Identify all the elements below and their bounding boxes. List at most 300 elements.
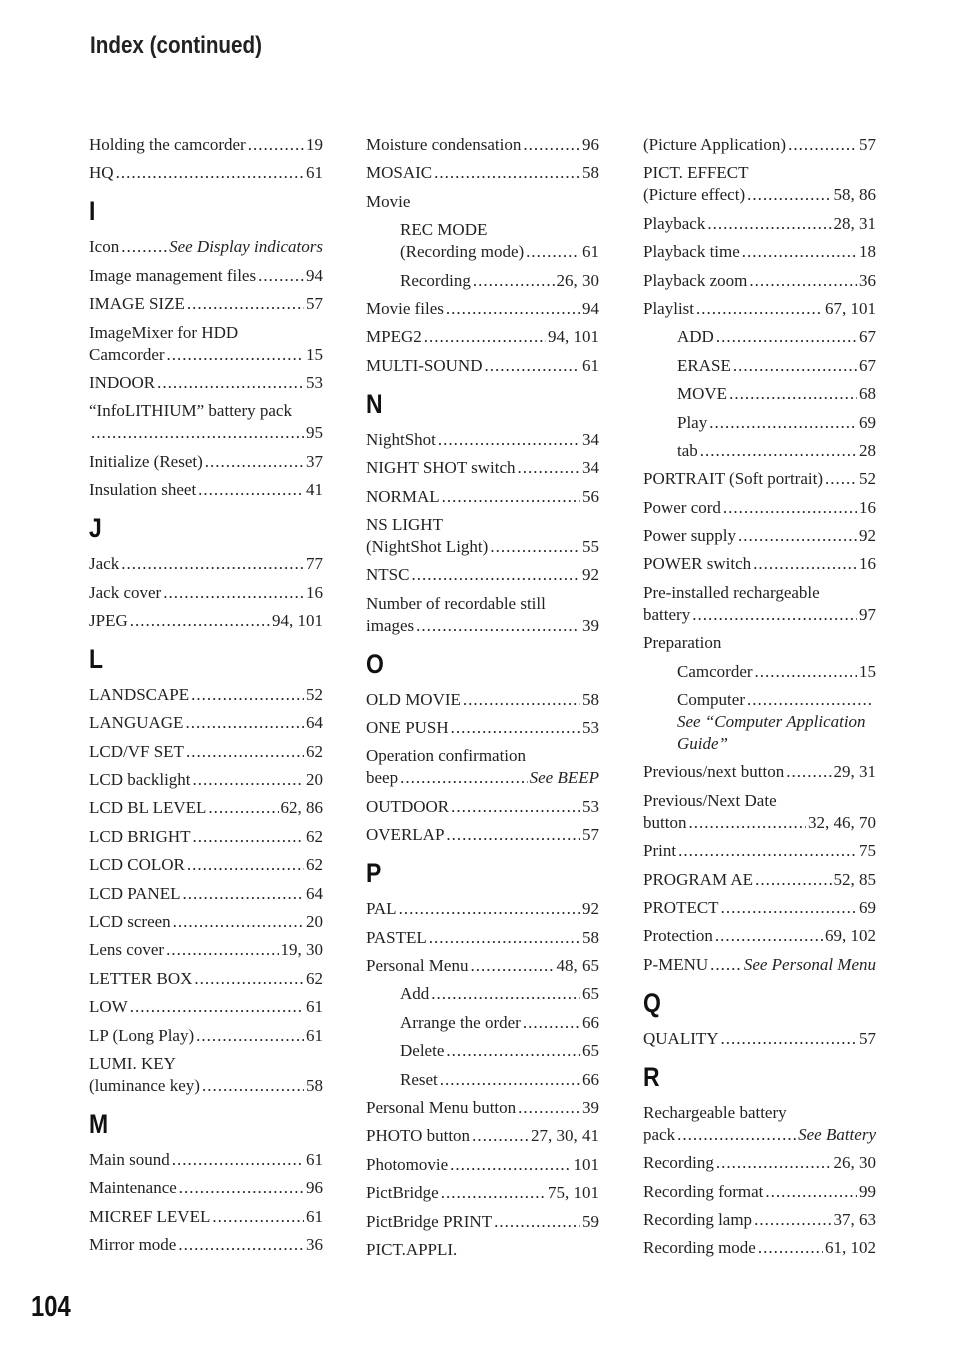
dot-leader	[518, 457, 580, 479]
index-entry	[89, 741, 323, 763]
entry-heading: PICT.APPLI.	[366, 1239, 458, 1259]
index-subentry	[366, 1040, 599, 1062]
dot-leader	[446, 824, 580, 846]
section-letter: N	[366, 388, 383, 419]
entry-line	[400, 1069, 599, 1091]
entry-text: Power cord	[643, 497, 721, 517]
page-reference: 69	[859, 897, 876, 917]
see-reference-line: See “Computer Application	[677, 712, 866, 732]
index-entry	[89, 826, 323, 848]
entry-text: Initialize (Reset)	[89, 451, 203, 471]
page-reference: 61	[306, 1149, 323, 1169]
index-entry	[643, 270, 876, 292]
entry-text: Protection	[643, 926, 713, 946]
entry-line	[366, 298, 599, 320]
index-entry	[89, 322, 323, 366]
entry-text: LCD backlight	[89, 770, 191, 790]
index-entry	[366, 1211, 599, 1233]
entry-line	[366, 564, 599, 586]
index-entry	[643, 840, 876, 862]
index-entry	[643, 954, 876, 976]
page-reference: 16	[306, 582, 323, 602]
entry-line	[366, 1154, 599, 1176]
entry-text: OLD MOVIE	[366, 689, 461, 709]
page-reference: 58	[582, 163, 599, 183]
dot-leader	[754, 1209, 831, 1231]
entry-line	[677, 661, 876, 683]
entry-line	[366, 1211, 599, 1233]
entry-line	[643, 897, 876, 919]
dot-leader	[749, 270, 857, 292]
dot-leader	[716, 1152, 832, 1174]
entry-text: MPEG2	[366, 327, 422, 347]
entry-text: LCD screen	[89, 912, 171, 932]
entry-line	[677, 383, 876, 405]
dot-leader	[429, 927, 580, 949]
entry-text-line: “InfoLITHIUM” battery pack	[89, 401, 292, 421]
entry-line	[643, 1152, 876, 1174]
index-entry	[89, 854, 323, 876]
entry-text: NTSC	[366, 565, 410, 585]
index-entry	[89, 1149, 323, 1171]
index-entry	[89, 712, 323, 734]
index-entry	[366, 564, 599, 586]
index-entry	[366, 689, 599, 711]
page-reference: 19	[306, 135, 323, 154]
dot-leader	[185, 712, 304, 734]
entry-line	[89, 684, 323, 706]
page-reference: 57	[859, 1028, 876, 1048]
dot-leader	[747, 184, 831, 206]
entry-text: PORTRAIT (Soft portrait)	[643, 469, 823, 489]
page-reference: 48, 65	[556, 956, 599, 976]
index-entry	[366, 191, 599, 213]
dot-leader	[765, 1181, 857, 1203]
index-entry	[366, 824, 599, 846]
entry-line	[366, 486, 599, 508]
dot-leader	[116, 162, 304, 184]
entry-text: Recording format	[643, 1181, 764, 1201]
entry-line	[677, 326, 876, 348]
entry-line	[89, 372, 323, 394]
index-entry	[643, 497, 876, 519]
entry-line	[643, 525, 876, 547]
entry-text: PASTEL	[366, 927, 427, 947]
entry-line	[366, 689, 599, 711]
index-subentry	[643, 355, 876, 377]
dot-leader	[205, 451, 304, 473]
dot-leader	[198, 479, 304, 501]
entry-line	[400, 270, 599, 292]
page-reference: 61	[582, 355, 599, 375]
entry-text-line: Rechargeable battery	[643, 1102, 787, 1122]
page-reference: 58	[582, 927, 599, 947]
index-entry	[643, 1181, 876, 1203]
page-reference: 57	[306, 294, 323, 314]
index-entry	[89, 797, 323, 819]
index-entry	[89, 451, 323, 473]
index-entry	[366, 1239, 599, 1261]
entry-text: ADD	[677, 327, 714, 347]
entry-line	[89, 344, 323, 366]
entry-text: Delete	[400, 1041, 445, 1061]
dot-leader	[450, 1154, 571, 1176]
index-entry	[89, 1053, 323, 1097]
dot-leader	[187, 293, 304, 315]
dot-leader	[755, 661, 857, 683]
entry-text: NORMAL	[366, 486, 440, 506]
index-entry	[89, 610, 323, 632]
index-subentry	[643, 689, 876, 755]
dot-leader	[758, 1237, 823, 1259]
entry-text: (NightShot Light)	[366, 536, 489, 556]
entry-text: LANDSCAPE	[89, 684, 190, 704]
index-entry	[366, 134, 599, 156]
index-entry	[643, 1152, 876, 1174]
index-subentry	[366, 983, 599, 1005]
entry-text: LETTER BOX	[89, 968, 193, 988]
entry-text: LANGUAGE	[89, 713, 184, 733]
page-reference: 20	[306, 912, 323, 932]
dot-leader	[755, 869, 831, 891]
index-entry	[643, 525, 876, 547]
entry-line	[366, 796, 599, 818]
index-entry	[89, 1234, 323, 1256]
page-reference: 52	[859, 469, 876, 489]
page-reference: 16	[859, 554, 876, 574]
index-entry	[89, 134, 323, 156]
index-entry	[366, 898, 599, 920]
index-subentry	[366, 1012, 599, 1034]
dot-leader	[167, 344, 304, 366]
dot-leader	[416, 615, 580, 637]
entry-text: OVERLAP	[366, 825, 445, 845]
entry-line	[89, 422, 323, 444]
entry-line	[89, 162, 323, 184]
index-entry	[643, 790, 876, 834]
index-entry	[366, 796, 599, 818]
entry-line	[677, 412, 876, 434]
dot-leader	[424, 326, 546, 348]
dot-leader	[526, 241, 580, 263]
index-entry	[366, 429, 599, 451]
see-reference: See BEEP	[529, 768, 599, 788]
entry-text: LCD BL LEVEL	[89, 798, 207, 818]
entry-line	[89, 1177, 323, 1199]
page-reference: 64	[306, 713, 323, 733]
index-entry	[89, 684, 323, 706]
page-reference: 62	[306, 968, 323, 988]
entry-line	[677, 440, 876, 462]
dot-leader	[472, 1125, 529, 1147]
dot-leader	[753, 553, 857, 575]
dot-leader	[490, 536, 580, 558]
entry-line	[366, 1097, 599, 1119]
entry-line	[366, 767, 599, 789]
dot-leader	[193, 826, 304, 848]
dot-leader	[742, 241, 857, 263]
dot-leader	[434, 162, 580, 184]
dot-leader	[747, 689, 874, 711]
dot-leader	[485, 355, 581, 377]
page-reference: 57	[859, 135, 876, 154]
page-reference: 69, 102	[825, 926, 876, 946]
page-reference: 61	[306, 1025, 323, 1045]
dot-leader	[212, 1206, 304, 1228]
dot-leader	[163, 582, 304, 604]
entry-line	[89, 553, 323, 575]
entry-line	[366, 927, 599, 949]
entry-line	[400, 1012, 599, 1034]
entry-text: MOVE	[677, 384, 728, 404]
index-entry	[366, 717, 599, 739]
index-entry	[643, 1102, 876, 1146]
entry-line	[400, 1040, 599, 1062]
page-reference: 61	[306, 1206, 323, 1226]
dot-leader	[721, 897, 857, 919]
dot-leader	[446, 1040, 580, 1062]
index-entry	[89, 265, 323, 287]
entry-line	[89, 996, 323, 1018]
entry-text: tab	[677, 440, 698, 460]
entry-line	[89, 911, 323, 933]
entry-line	[643, 954, 876, 976]
page-reference: 34	[582, 429, 599, 449]
index-entry	[366, 1182, 599, 1204]
entry-line	[677, 689, 876, 711]
index-entry	[366, 1097, 599, 1119]
page-reference: 52	[306, 684, 323, 704]
entry-text: ERASE	[677, 355, 731, 375]
entry-text-line: PICT. EFFECT	[643, 163, 749, 183]
page-reference: 39	[582, 615, 599, 635]
page-reference: 62	[306, 826, 323, 846]
dot-leader	[157, 372, 304, 394]
index-entry	[89, 236, 323, 258]
entry-text-line: Number of recordable still	[366, 593, 546, 613]
page-reference: 66	[582, 1069, 599, 1089]
page-reference: 64	[306, 883, 323, 903]
entry-text: Main sound	[89, 1149, 170, 1169]
index-subentry	[643, 383, 876, 405]
entry-line	[643, 497, 876, 519]
entry-line	[366, 717, 599, 739]
dot-leader	[179, 1177, 304, 1199]
entry-line	[89, 883, 323, 905]
dot-leader	[130, 996, 304, 1018]
dot-leader	[202, 1075, 304, 1097]
entry-text: PAL	[366, 899, 397, 919]
entry-line	[366, 162, 599, 184]
dot-leader	[700, 440, 857, 462]
page-reference: 37	[306, 451, 323, 471]
entry-line	[89, 741, 323, 763]
entry-text: Previous/next button	[643, 762, 785, 782]
index-entry	[643, 925, 876, 947]
index-entry	[643, 134, 876, 156]
entry-text: Recording	[643, 1153, 714, 1173]
dot-leader	[721, 1028, 857, 1050]
entry-line	[643, 1124, 876, 1146]
entry-line	[643, 213, 876, 235]
dot-leader	[696, 298, 823, 320]
index-entry	[89, 479, 323, 501]
dot-leader	[121, 236, 167, 258]
entry-text: P-MENU	[643, 954, 709, 974]
entry-text: Lens cover	[89, 940, 165, 960]
page-reference: 68	[859, 384, 876, 404]
dot-leader	[716, 326, 857, 348]
entry-line	[643, 761, 876, 783]
section-letter: I	[89, 196, 96, 227]
section-letter: O	[366, 648, 384, 679]
index-column-3	[643, 134, 876, 1266]
entry-line	[366, 457, 599, 479]
entry-line	[400, 241, 599, 263]
dot-leader	[208, 797, 278, 819]
page-reference: 52, 85	[833, 869, 876, 889]
entry-line	[89, 582, 323, 604]
entry-text: pack	[643, 1124, 676, 1144]
entry-line	[643, 869, 876, 891]
index-entry	[366, 162, 599, 184]
dot-leader	[707, 213, 831, 235]
section-letter: P	[366, 858, 382, 889]
dot-leader	[451, 717, 580, 739]
page-reference: 65	[582, 1041, 599, 1061]
entry-line	[400, 983, 599, 1005]
dot-leader	[729, 383, 857, 405]
page-reference: 92	[582, 565, 599, 585]
page-reference: 77	[306, 554, 323, 574]
index-entry	[366, 514, 599, 558]
page-reference: 55	[582, 536, 599, 556]
page-reference: 36	[306, 1235, 323, 1255]
page-reference: 94	[306, 265, 323, 285]
entry-line	[89, 1149, 323, 1171]
entry-text: Reset	[400, 1069, 438, 1089]
page-reference: 18	[859, 242, 876, 262]
entry-line	[366, 134, 599, 156]
page-reference: 62	[306, 741, 323, 761]
entry-line	[89, 1234, 323, 1256]
page-reference: 15	[306, 344, 323, 364]
page-number: 104	[31, 1291, 71, 1323]
entry-text: Maintenance	[89, 1178, 177, 1198]
dot-leader	[172, 1149, 304, 1171]
entry-line	[643, 298, 876, 320]
index-subentry	[643, 412, 876, 434]
entry-text: LCD/VF SET	[89, 741, 184, 761]
page-reference: 94, 101	[548, 327, 599, 347]
entry-line	[89, 1075, 323, 1097]
dot-leader	[166, 939, 278, 961]
entry-line	[677, 355, 876, 377]
entry-text: Holding the camcorder	[89, 135, 246, 154]
dot-leader	[446, 298, 580, 320]
page-reference: 96	[582, 135, 599, 154]
entry-text: MICREF LEVEL	[89, 1206, 211, 1226]
index-entry	[89, 769, 323, 791]
entry-text: NIGHT SHOT switch	[366, 458, 516, 478]
index-subentry	[643, 326, 876, 348]
entry-line	[89, 236, 323, 258]
entry-text: Recording	[400, 270, 471, 290]
entry-text: Insulation sheet	[89, 480, 197, 500]
page-reference: 94, 101	[272, 610, 323, 630]
index-entry	[366, 355, 599, 377]
page-reference: 20	[306, 770, 323, 790]
entry-text: NightShot	[366, 429, 436, 449]
entry-text: LCD COLOR	[89, 855, 185, 875]
index-entry	[89, 162, 323, 184]
entry-text-line: LUMI. KEY	[89, 1053, 176, 1073]
entry-text: Playback time	[643, 242, 740, 262]
entry-line	[643, 812, 876, 834]
page-reference: 92	[859, 526, 876, 546]
index-entry	[89, 293, 323, 315]
entry-line	[643, 1237, 876, 1259]
entry-text: ONE PUSH	[366, 718, 449, 738]
dot-leader	[442, 486, 580, 508]
entry-text: Add	[400, 984, 430, 1004]
dot-leader	[248, 134, 304, 156]
index-entry	[89, 553, 323, 575]
index-entry	[366, 745, 599, 789]
index-entry	[643, 869, 876, 891]
page-reference: 101	[573, 1154, 599, 1174]
entry-text: JPEG	[89, 610, 128, 630]
entry-text: Camcorder	[89, 344, 165, 364]
dot-leader	[440, 1069, 580, 1091]
dot-leader	[173, 911, 304, 933]
page-reference: 41	[306, 480, 323, 500]
see-reference-line: Guide”	[677, 734, 728, 754]
entry-line	[643, 184, 876, 206]
entry-text: Playback	[643, 213, 706, 233]
entry-line	[643, 840, 876, 862]
dot-leader	[438, 429, 580, 451]
entry-text: Playback zoom	[643, 270, 748, 290]
index-subentry	[366, 1069, 599, 1091]
dot-leader	[193, 769, 304, 791]
page-reference: 97	[859, 604, 876, 624]
page-reference: 67	[859, 327, 876, 347]
dot-leader	[399, 898, 580, 920]
index-entry	[643, 632, 876, 654]
dot-leader	[825, 468, 857, 490]
page-reference: 57	[582, 825, 599, 845]
entry-line	[89, 968, 323, 990]
entry-text: (Picture effect)	[643, 185, 746, 205]
dot-leader	[191, 684, 304, 706]
entry-text: PHOTO button	[366, 1126, 471, 1146]
page-reference: 94	[582, 298, 599, 318]
section-letter: Q	[643, 987, 661, 1018]
page-reference: 53	[306, 372, 323, 392]
section-letter: M	[89, 1108, 109, 1139]
dot-leader	[463, 689, 580, 711]
section-letter: J	[89, 513, 102, 544]
entry-text: Jack	[89, 554, 120, 574]
index-entry	[643, 162, 876, 206]
index-entry	[366, 593, 599, 637]
page-reference: 66	[582, 1012, 599, 1032]
page-reference: 58	[306, 1075, 323, 1095]
dot-leader	[715, 925, 823, 947]
page-reference: 59	[582, 1211, 599, 1231]
dot-leader	[411, 564, 580, 586]
